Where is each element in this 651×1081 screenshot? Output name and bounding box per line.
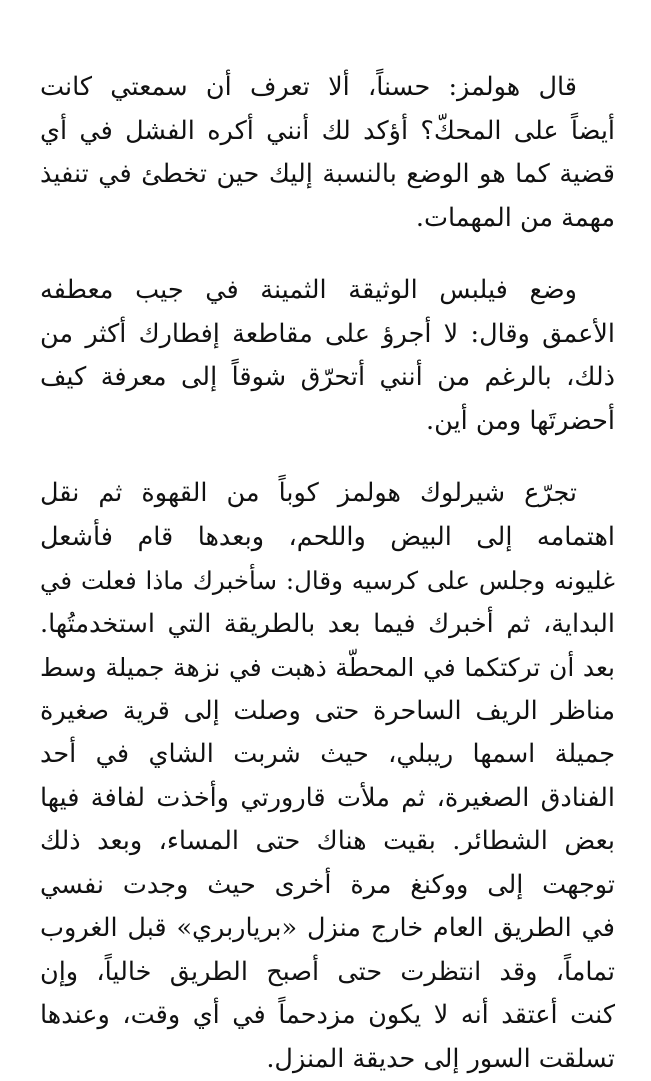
text-line: تجرّع شيرلوك هولمز كوباً من القهوة ثم نقل <box>40 472 615 516</box>
text-line: تسلقت السور إلى حديقة المنزل. <box>40 1038 615 1081</box>
text-line: جميلة اسمها ريبلي، حيث شربت الشاي في أحد <box>40 733 615 777</box>
text-line: توجهت إلى ووكنغ مرة أخرى حيث وجدت نفسي <box>40 864 615 908</box>
paragraph-3 <box>40 472 615 1081</box>
text-line: أيضاً على المحكّ؟ أؤكد لك أنني أكره الفشل في أي <box>40 110 615 154</box>
text-line: ذلك، بالرغم من أنني أتحرّق شوقاً إلى معرفة كيف <box>40 356 615 400</box>
text-line: بعض الشطائر. بقيت هناك حتى المساء، وبعد ذلك <box>40 820 615 864</box>
text-line: أحضرتَها ومن أين. <box>40 400 615 444</box>
text-line: مناظر الريف الساحرة حتى وصلت إلى قرية صغيرة <box>40 690 615 734</box>
paragraph-2 <box>40 269 615 443</box>
text-line: البداية، ثم أخبرك فيما بعد بالطريقة التي استخدمتُها. <box>40 603 615 647</box>
text-line: تماماً، وقد انتظرت حتى أصبح الطريق خالياً، وإن <box>40 951 615 995</box>
text-line: غليونه وجلس على كرسيه وقال: سأخبرك ماذا فعلت في <box>40 559 615 603</box>
paragraph-1 <box>40 66 615 240</box>
text-line: مهمة من المهمات. <box>40 197 615 241</box>
text-line: وضع فيلبس الوثيقة الثمينة في جيب معطفه <box>40 269 615 313</box>
text-line: قضية كما هو الوضع بالنسبة إليك حين تخطئ في تنفيذ <box>40 153 615 197</box>
text-line: في الطريق العام خارج منزل «برياربري» قبل الغروب <box>40 907 615 951</box>
text-line: قال هولمز: حسناً، ألا تعرف أن سمعتي كانت <box>40 66 615 110</box>
text-line: الفنادق الصغيرة، ثم ملأت قارورتي وأخذت لفافة فيها <box>40 777 615 821</box>
text-line: اهتمامه إلى البيض واللحم، وبعدها قام فأشعل <box>40 516 615 560</box>
text-line: الأعمق وقال: لا أجرؤ على مقاطعة إفطارك أكثر من <box>40 313 615 357</box>
text-line: كنت أعتقد أنه لا يكون مزدحماً في أي وقت، وعندها <box>40 994 615 1038</box>
text-line: بعد أن تركتكما في المحطّة ذهبت في نزهة جميلة وسط <box>40 646 615 690</box>
